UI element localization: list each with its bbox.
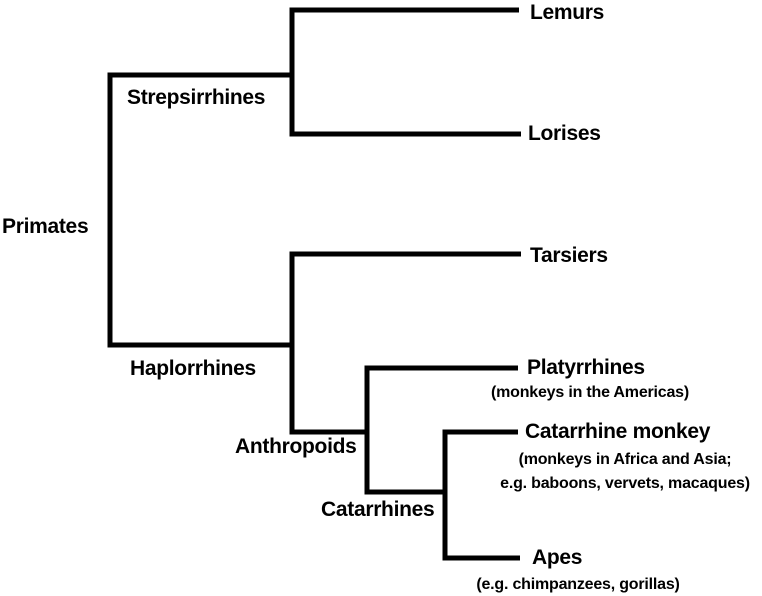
label-lemurs: Lemurs [530, 1, 605, 24]
label-primates: Primates [2, 215, 89, 238]
label-haplorrhines: Haplorrhines [130, 357, 256, 380]
caption-platyrrhines: (monkeys in the Americas) [490, 384, 690, 401]
caption-catarrhine-monkey-line2: e.g. baboons, vervets, macaques) [500, 475, 750, 492]
label-catarrhines: Catarrhines [321, 498, 435, 521]
label-apes: Apes [532, 546, 583, 569]
caption-catarrhine-monkey-line1: (monkeys in Africa and Asia; [518, 451, 732, 468]
caption-apes: (e.g. chimpanzees, gorillas) [476, 576, 680, 593]
label-strepsirrhines: Strepsirrhines [127, 86, 266, 109]
caption-catarrhine-monkey [500, 448, 750, 496]
branch-primates-split [110, 75, 292, 345]
branch-haplorrhines-split [292, 254, 521, 432]
label-tarsiers: Tarsiers [530, 244, 608, 267]
branch-strepsirrhines-split [292, 10, 521, 134]
label-catarrhine-monkey: Catarrhine monkey [525, 420, 711, 443]
label-platyrrhines: Platyrrhines [527, 356, 645, 379]
label-lorises: Lorises [528, 122, 601, 145]
label-anthropoids: Anthropoids [235, 435, 357, 458]
